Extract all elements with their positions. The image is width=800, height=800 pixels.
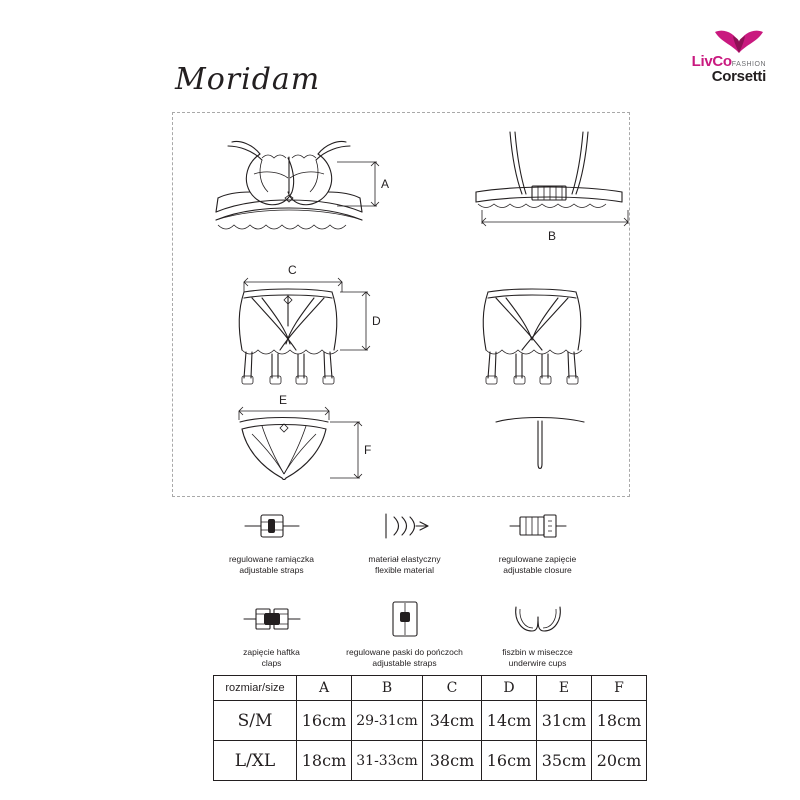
feature-clasps xyxy=(205,593,338,670)
cell-c: 38cm xyxy=(423,741,482,781)
table-row xyxy=(214,701,647,741)
brand-logo xyxy=(646,26,766,84)
bra-front-view xyxy=(210,130,390,240)
adjustable-closure-icon xyxy=(471,506,604,546)
table-row xyxy=(214,741,647,781)
table-header-size: rozmiar/size xyxy=(214,676,297,701)
dimension-f-label: F xyxy=(364,443,372,457)
adjustable-stocking-straps-icon xyxy=(338,599,471,639)
feature-label-pl: zapięcie haftka xyxy=(243,646,300,657)
row-size-label: S/M xyxy=(214,701,297,741)
cell-a: 18cm xyxy=(297,741,352,781)
feature-label-en: adjustable straps xyxy=(372,658,437,669)
feature-adjustable-stocking-straps xyxy=(338,593,471,670)
cell-b: 29-31cm xyxy=(352,701,423,741)
bra-back-view xyxy=(470,130,640,243)
feature-label-pl: materiał elastyczny xyxy=(368,554,441,564)
dimension-b-label: B xyxy=(548,229,557,243)
table-header-e: E xyxy=(537,676,592,701)
dimension-e-label: E xyxy=(279,393,288,407)
feature-label-en: claps xyxy=(261,658,282,669)
table-header-a: A xyxy=(297,676,352,701)
cell-d: 14cm xyxy=(482,701,537,741)
feature-label-pl: regulowane paski do pończoch xyxy=(346,646,463,657)
cell-f: 18cm xyxy=(592,701,647,741)
dimension-a-label: A xyxy=(381,177,390,191)
feature-label-en: underwire cups xyxy=(508,658,567,669)
table-header-b: B xyxy=(352,676,423,701)
feature-list xyxy=(205,500,605,670)
adjustable-straps-icon xyxy=(205,506,338,546)
cell-a: 16cm xyxy=(297,701,352,741)
cell-d: 16cm xyxy=(482,741,537,781)
dimension-f xyxy=(328,416,378,488)
garter-belt-back-view xyxy=(472,288,622,393)
brand-name-corsetti: Corsetti xyxy=(711,68,766,85)
feature-label-en: flexible material xyxy=(374,565,435,576)
dimension-d-label: D xyxy=(372,314,381,328)
row-size-label: L/XL xyxy=(214,741,297,781)
cell-c: 34cm xyxy=(423,701,482,741)
cell-e: 31cm xyxy=(537,701,592,741)
dimension-b xyxy=(480,208,650,244)
table-header-f: F xyxy=(592,676,647,701)
feature-row-1 xyxy=(205,500,605,577)
feature-label-pl: regulowane ramiączka xyxy=(228,554,315,564)
table-header-row xyxy=(214,676,647,701)
feature-label-pl: regulowane zapięcie xyxy=(498,554,577,564)
feature-adjustable-closure xyxy=(471,500,604,577)
feature-adjustable-straps xyxy=(205,500,338,577)
size-table xyxy=(213,675,647,781)
brand-superscript: FASHION xyxy=(731,61,766,68)
feature-label-en: adjustable closure xyxy=(503,565,572,576)
table-header-c: C xyxy=(423,676,482,701)
flexible-material-icon xyxy=(338,506,471,546)
feature-underwire-cups xyxy=(471,593,604,670)
table-header-d: D xyxy=(482,676,537,701)
thong-back-view xyxy=(488,416,608,486)
feature-flexible-material xyxy=(338,500,471,577)
dimension-a xyxy=(335,160,395,220)
feature-row-2 xyxy=(205,593,605,670)
brand-name-livco: LivCo xyxy=(691,53,732,70)
cell-f: 20cm xyxy=(592,741,647,781)
feature-label-pl: fiszbin w miseczce xyxy=(502,646,573,657)
clasps-icon xyxy=(205,599,338,639)
feature-label-en: adjustable straps xyxy=(239,565,304,576)
cell-b: 31-33cm xyxy=(352,741,423,781)
dimension-c-label: C xyxy=(288,263,297,277)
underwire-cups-icon xyxy=(471,599,604,639)
page-title: Moridam xyxy=(175,62,321,97)
dimension-d xyxy=(338,288,388,364)
butterfly-wings-icon xyxy=(712,26,766,54)
cell-e: 35cm xyxy=(537,741,592,781)
